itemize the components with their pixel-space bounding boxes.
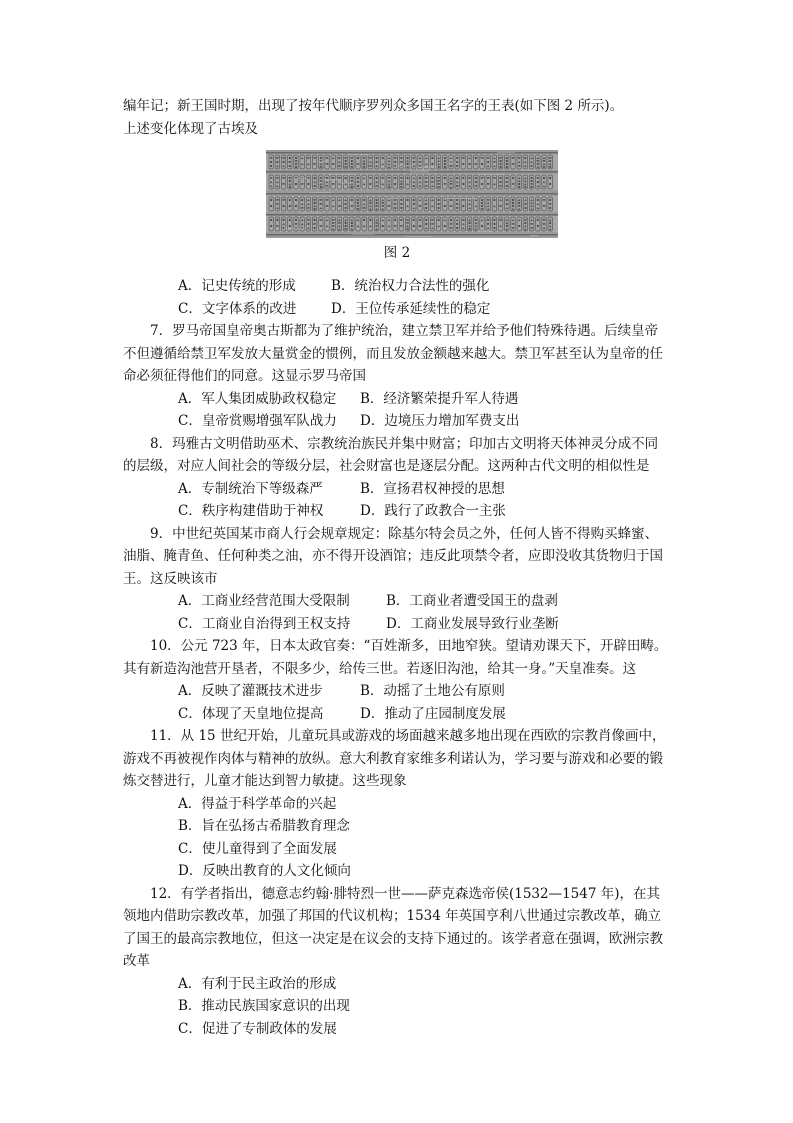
q9-options-row-1 bbox=[123, 590, 671, 613]
q9-option-c: C．工商业自治得到王权支持 bbox=[178, 615, 351, 632]
q10-stem: 10．公元 723 年，日本太政官奏：“百姓渐多，田地窄狭。望请劝课天下，开辟田畴。其有新造沟池营开垦者，不限多少，给传三世。若逐旧沟池，给其一身。”天皇准奏。这 bbox=[123, 638, 668, 677]
q12-option-a: A．有利于民主政治的形成 bbox=[178, 975, 337, 992]
q10-option-a: A．反映了灌溉技术进步 bbox=[178, 683, 323, 699]
q8-option-b: B．宣扬君权神授的思想 bbox=[360, 480, 505, 497]
q9-options-row-2 bbox=[123, 613, 671, 636]
q7-stem: 7．罗马帝国皇帝奥古斯都为了维护统治，建立禁卫军并给予他们特殊待遇。后续皇帝不但遵循给禁卫军发放大量赏金的惯例，而且发放金额越来越大。禁卫军甚至认为皇帝的任命必须征得他们的同意。这显示罗马帝国 bbox=[123, 323, 663, 384]
q10-options-row-2 bbox=[123, 703, 671, 726]
q6-options-row-1 bbox=[123, 275, 671, 298]
q8-option-d: D．践行了政教合一主张 bbox=[360, 503, 506, 519]
q9-option-d: D．工商业发展导致行业垄断 bbox=[386, 615, 559, 632]
q7-options-row-2 bbox=[123, 410, 671, 433]
intro-line-2: 上述变化体现了古埃及 bbox=[123, 120, 258, 137]
q9-option-b: B．工商业者遭受国王的盘剥 bbox=[386, 593, 558, 609]
q8-stem: 8．玛雅古文明借助巫术、宗教统治族民并集中财富；印加古文明将天体神灵分成不同的层级，对应人间社会的等级分层，社会财富也是逐层分配。这两种古代文明的相似性是 bbox=[123, 435, 659, 474]
q7-options-row-1 bbox=[123, 388, 671, 411]
figure-caption: 图 2 bbox=[383, 245, 411, 261]
q11-option-c: C．使儿童得到了全面发展 bbox=[178, 840, 337, 857]
hieroglyph-image-graphic bbox=[266, 150, 558, 238]
q10-options-row-1 bbox=[123, 680, 671, 703]
q8-options-row-2 bbox=[123, 500, 671, 523]
q9-stem: 9．中世纪英国某市商人行会规章规定：除基尔特会员之外，任何人皆不得购买蜂蜜、油脂、腌青鱼、任何种类之油，亦不得开设酒馆；违反此项禁令者，应即没收其货物归于国王。这反映该市 bbox=[123, 525, 663, 587]
q6-option-a: A．记史传统的形成 bbox=[178, 278, 296, 294]
q12-option-b: B．推动民族国家意识的出现 bbox=[178, 998, 350, 1014]
q6-option-b: B．统治权力合法性的强化 bbox=[331, 278, 490, 294]
q11-option-b: B．旨在弘扬古希腊教育理念 bbox=[178, 818, 350, 834]
q7-option-c: C．皇帝赏赐增强军队战力 bbox=[178, 413, 337, 429]
q8-option-c: C．秩序构建借助于神权 bbox=[178, 503, 324, 519]
page-content bbox=[123, 95, 671, 1040]
q12-stem: 12．有学者指出，德意志约翰·腓特烈一世——萨克森选帝侯(1532—1547 年)，在其领地内借助宗教改革，加强了邦国的代议机构；1534 年英国亨利八世通过宗教改革，确立了国王的最高宗教地位，但这一决定是在议会的支持下通过的。该学者意在强调，欧洲宗教改革 bbox=[123, 885, 663, 969]
q7-option-a: A．军人集团威胁政权稳定 bbox=[178, 390, 337, 407]
q6-option-d: D．王位传承延续性的稳定 bbox=[331, 300, 491, 317]
q9-option-a: A．工商业经营范围大受限制 bbox=[178, 593, 350, 609]
hieroglyph-king-list-image bbox=[266, 150, 558, 238]
figure-2 bbox=[123, 148, 671, 275]
q12-option-c: C．促进了专制政体的发展 bbox=[178, 1020, 337, 1037]
q8-option-a: A．专制统治下等级森严 bbox=[178, 480, 323, 497]
q11-option-a: A．得益于科学革命的兴起 bbox=[178, 795, 337, 812]
q7-option-b: B．经济繁荣提升军人待遇 bbox=[360, 390, 519, 407]
q11-option-d: D．反映出教育的人文化倾向 bbox=[178, 863, 351, 879]
intro-line-1: 编年记；新王国时期，出现了按年代顺序罗列众多国王名字的王表(如下图 2 所示)。 bbox=[123, 98, 624, 114]
q11-stem: 11．从 15 世纪开始，儿童玩具或游戏的场面越来越多地出现在西欧的宗教肖像画中，游戏不再被视作肉体与精神的放纵。意大利教育家维多利诺认为，学习要与游戏和必要的锻炼交替进行，儿童才能达到智力敏捷。这些现象 bbox=[123, 728, 666, 789]
q6-options-row-2 bbox=[123, 298, 671, 321]
q10-option-d: D．推动了庄园制度发展 bbox=[360, 705, 506, 722]
q6-option-c: C．文字体系的改进 bbox=[178, 300, 297, 317]
q10-option-c: C．体现了天皇地位提高 bbox=[178, 705, 324, 722]
q7-option-d: D．边境压力增加军费支出 bbox=[360, 413, 520, 429]
q8-options-row-1 bbox=[123, 478, 671, 501]
q10-option-b: B．动摇了土地公有原则 bbox=[360, 683, 505, 699]
